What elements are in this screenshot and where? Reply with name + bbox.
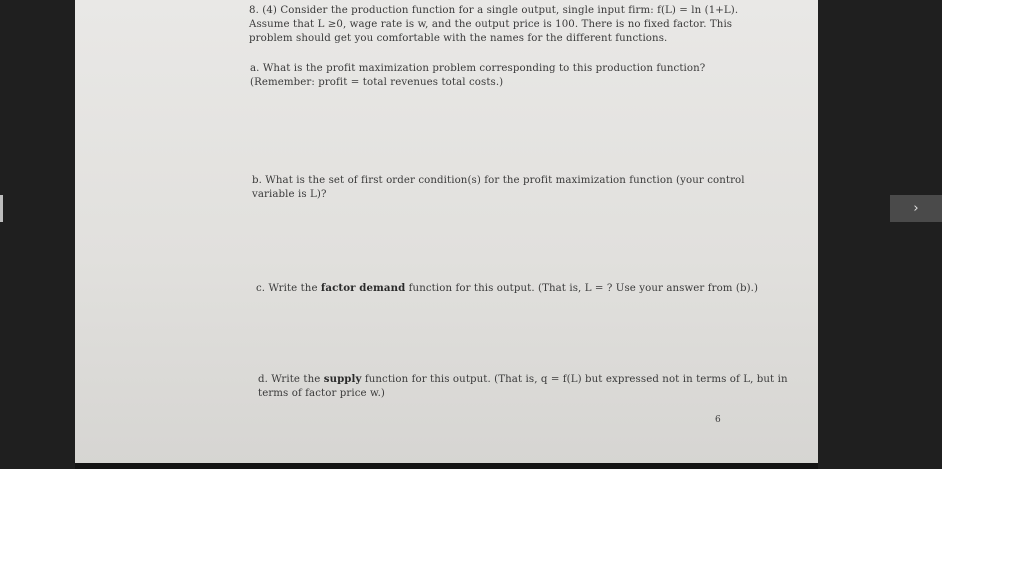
question-d-line-2: terms of factor price w.) [258,388,385,399]
question-a-line-1: a. What is the profit maximization problem corresponding to this production function? [250,63,706,74]
question-8-line-3: problem should get you comfortable with the names for the different functions. [249,33,668,44]
question-d [258,372,788,401]
question-8-line-1: 8. (4) Consider the production function for a single output, single input firm: f(L) = ln (1+L). [249,5,739,16]
question-d-prefix: d. Write the [258,374,324,385]
question-a-line-2: (Remember: profit = total revenues total costs.) [250,77,504,88]
question-d-suffix: function for this output. (That is, q = f(L) but expressed not in terms of L, but in [361,374,788,385]
chevron-right-icon: › [913,201,919,216]
question-c [256,281,758,296]
document-photo [75,0,818,469]
page-number: 6 [715,415,721,425]
next-image-button[interactable] [890,195,942,222]
question-b-line-1: b. What is the set of first order condition(s) for the profit maximization function (your control [252,175,745,186]
question-c-bold-term: factor demand [320,282,406,294]
question-c-suffix: function for this output. (That is, L = ? Use your answer from (b).) [405,283,759,294]
question-8 [249,4,738,46]
question-b [252,174,745,202]
question-c-prefix: c. Write the [256,283,321,294]
question-d-bold-term: supply [323,373,362,385]
question-a [250,62,705,90]
previous-image-tab[interactable] [0,195,3,222]
question-b-line-2: variable is L)? [252,189,327,200]
question-8-line-2: Assume that L ≥0, wage rate is w, and the output price is 100. There is no fixed factor. This [249,19,733,30]
